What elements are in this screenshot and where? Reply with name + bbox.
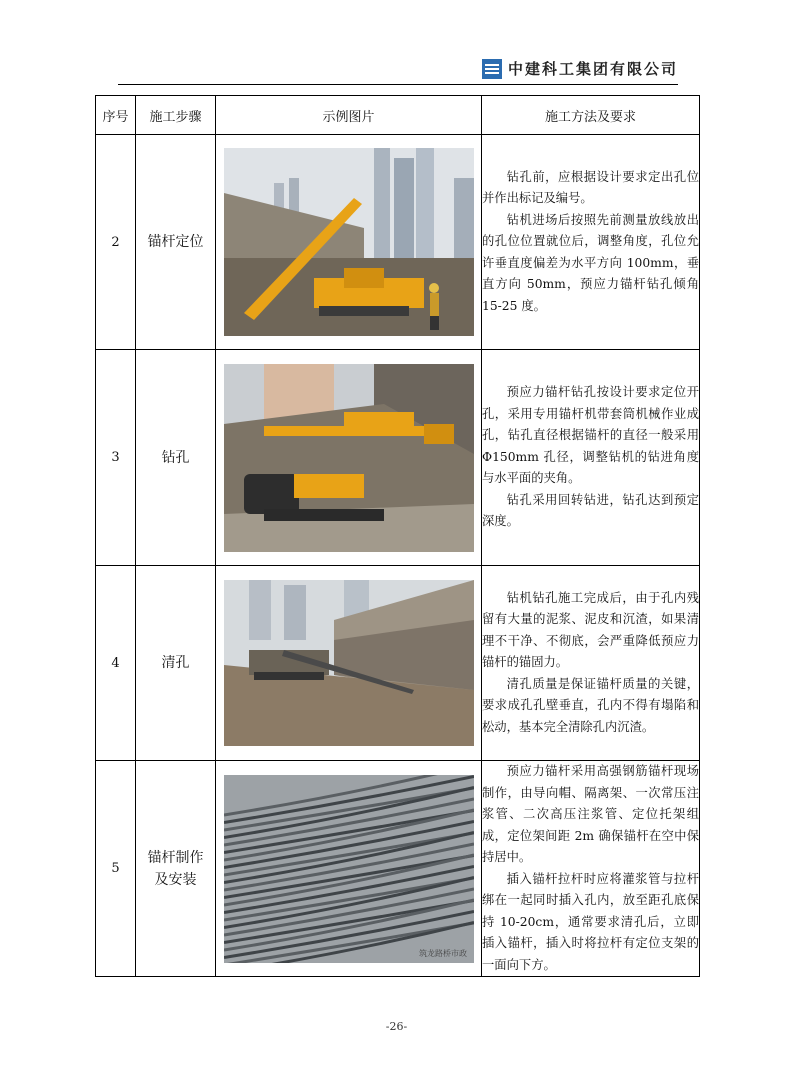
row-step: 锚杆定位: [136, 135, 216, 350]
header-method: 施工方法及要求: [482, 96, 700, 135]
row-step-line: 及安装: [154, 871, 197, 888]
row-step: 钻孔: [136, 350, 216, 566]
requirement-paragraph: 钻孔采用回转钻进，钻孔达到预定深度。: [482, 492, 699, 529]
company-logo-icon: [482, 59, 502, 79]
photo-drilling: [224, 364, 474, 552]
company-brand: [482, 58, 678, 79]
table-row: [96, 135, 700, 350]
row-step: 清孔: [136, 566, 216, 761]
watermark-text: 筑龙路桥市政: [418, 948, 467, 958]
table-row: [96, 761, 700, 977]
construction-steps-table: [95, 95, 700, 977]
header-step: 施工步骤: [136, 96, 216, 135]
requirement-paragraph: 插入锚杆拉杆时应将灌浆管与拉杆绑在一起同时插入孔内，放至距孔底保持 10-20cm，通常要求清孔后，立即插入锚杆，插入时将拉杆有定位支架的一面向下方。: [482, 871, 699, 972]
row-step-line: 锚杆制作: [147, 849, 204, 866]
row-requirements: [482, 566, 700, 761]
requirement-paragraph: 清孔质量是保证锚杆质量的关键，要求成孔孔壁垂直，孔内不得有塌陷和松动，基本完全清除孔内沉渣。: [482, 676, 699, 734]
company-name: 中建科工集团有限公司: [507, 60, 678, 78]
requirement-paragraph: 预应力锚杆钻孔按设计要求定位开孔，采用专用锚杆机带套筒机械作业成孔，钻孔直径根据锚杆的直径一般采用Φ150mm 孔径，调整钻机的钻进角度与水平面的夹角。: [482, 385, 699, 486]
photo-hole-cleaning: [224, 580, 474, 746]
row-number: 2: [96, 135, 136, 350]
photo-anchor-positioning: [224, 148, 474, 336]
header-seq: 序号: [96, 96, 136, 135]
row-requirements: [482, 135, 700, 350]
table-row: [96, 350, 700, 566]
table-row: [96, 566, 700, 761]
row-number: 3: [96, 350, 136, 566]
requirement-paragraph: 预应力锚杆采用高强钢筋锚杆现场制作，由导向帽、隔离架、一次常压注浆管、二次高压注浆管、定位托架组成，定位架间距 2m 确保锚杆在空中保持居中。: [482, 764, 699, 864]
row-requirements: [482, 761, 700, 977]
row-number: 5: [96, 761, 136, 977]
photo-anchor-fabrication: [224, 775, 474, 963]
page-number: -26-: [385, 1020, 408, 1033]
header-image: 示例图片: [216, 96, 482, 135]
table-header-row: [96, 96, 700, 135]
row-step: [136, 761, 216, 977]
row-requirements: [482, 350, 700, 566]
header-rule: [118, 84, 678, 85]
requirement-paragraph: 钻机进场后按照先前测量放线放出的孔位位置就位后，调整角度，孔位允许垂直度偏差为水平方向 100mm，垂直方向 50mm，预应力锚杆钻孔倾角 15-25 度。: [482, 212, 699, 313]
row-number: 4: [96, 566, 136, 761]
requirement-paragraph: 钻机钻孔施工完成后，由于孔内残留有大量的泥浆、泥皮和沉渣，如果清理不干净、不彻底，会严重降低预应力锚杆的锚固力。: [482, 590, 699, 670]
requirement-paragraph: 钻孔前，应根据设计要求定出孔位并作出标记及编号。: [482, 169, 699, 206]
